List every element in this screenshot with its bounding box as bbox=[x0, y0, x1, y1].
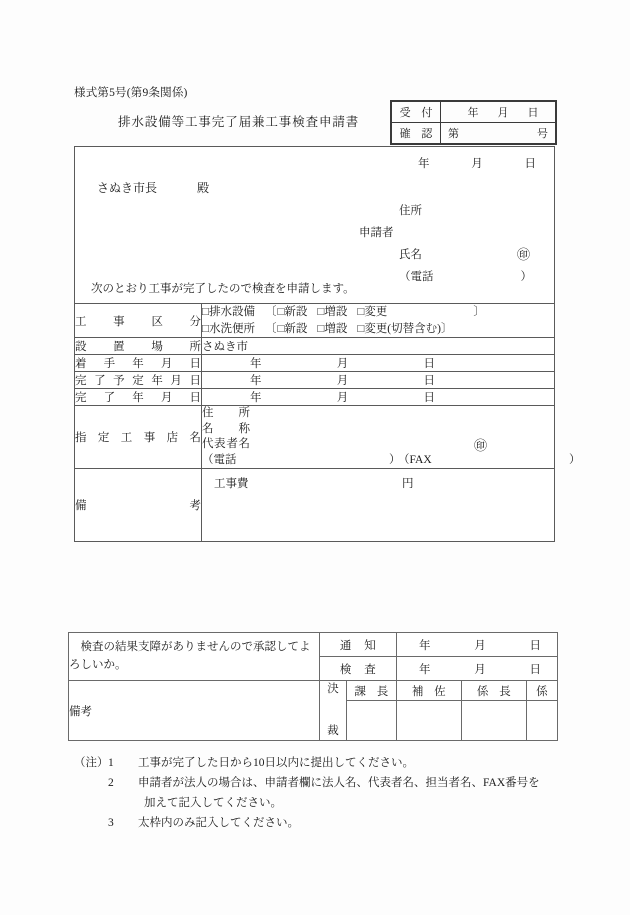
checkbox-drainage[interactable]: □ bbox=[202, 306, 209, 318]
work-type-options[interactable] bbox=[202, 304, 555, 338]
applicant-tel-row[interactable] bbox=[325, 265, 540, 287]
submission-day-label: 日 bbox=[524, 158, 536, 170]
contractor-seal-icon: ㊞ bbox=[474, 438, 488, 454]
submission-month-label: 月 bbox=[471, 158, 483, 170]
note-item-2 bbox=[74, 773, 594, 793]
label-drainage-change: 変更 bbox=[364, 306, 388, 318]
start-year-label: 年 bbox=[250, 358, 262, 371]
note-number-1: 1 bbox=[108, 757, 114, 769]
label-location-text: 設置場所 bbox=[75, 341, 201, 354]
submission-year-label: 年 bbox=[418, 158, 430, 170]
contractor-fax-label: （FAX bbox=[398, 453, 432, 466]
signature-header-kacho: 課 長 bbox=[347, 681, 397, 701]
receipt-number-suffix: 号 bbox=[537, 128, 548, 140]
signature-cell-hosa[interactable] bbox=[396, 701, 461, 741]
receipt-label-uketsuke: 受 付 bbox=[392, 102, 441, 123]
kessai-char-2: 裁 bbox=[327, 725, 339, 737]
receipt-number-field[interactable] bbox=[441, 123, 556, 144]
row-completion-date bbox=[75, 389, 555, 406]
inspection-date-field[interactable] bbox=[396, 657, 557, 681]
completion-date-field[interactable] bbox=[202, 389, 555, 406]
seal-icon: ㊞ bbox=[516, 246, 530, 262]
office-remarks-label: 備考 bbox=[69, 705, 92, 718]
receipt-box bbox=[390, 100, 557, 145]
label-start-date bbox=[75, 355, 202, 372]
planned-completion-field[interactable] bbox=[202, 372, 555, 389]
kessai-column bbox=[320, 681, 347, 741]
label-notice: 通 知 bbox=[320, 633, 397, 657]
start-day-label: 日 bbox=[423, 358, 435, 371]
receipt-month-label: 月 bbox=[497, 107, 509, 119]
applicant-label: 申請者 bbox=[359, 227, 394, 239]
label-toilet-extend: 増設 bbox=[324, 322, 348, 335]
label-toilet-new: 新設 bbox=[284, 322, 308, 335]
contractor-contact-row[interactable] bbox=[202, 453, 581, 469]
applicant-tel-close: ） bbox=[520, 271, 532, 283]
label-work-type bbox=[75, 304, 202, 338]
label-inspection: 検 査 bbox=[320, 657, 397, 681]
note-text-2-continuation: 加えて記入してください。 bbox=[144, 797, 282, 810]
signature-cell-kakaricho[interactable] bbox=[461, 701, 526, 741]
work-type-line-toilet[interactable] bbox=[202, 321, 554, 338]
contractor-representative-label: 代表者名 bbox=[202, 438, 250, 451]
checkbox-toilet[interactable]: □ bbox=[202, 322, 209, 335]
notice-date-field[interactable] bbox=[396, 633, 557, 657]
applicant-header-row bbox=[75, 147, 555, 304]
approval-question: 検査の結果支障がありませんので承認してよろしいか。 bbox=[69, 633, 320, 681]
note-text-3: 太枠内のみ記入してください。 bbox=[138, 817, 299, 830]
note-number-2: 2 bbox=[108, 777, 114, 790]
label-remarks-text: 備考 bbox=[75, 500, 201, 513]
label-remarks bbox=[75, 469, 202, 542]
notice-month-label: 月 bbox=[474, 639, 486, 652]
kessai-char-1: 決 bbox=[327, 682, 339, 695]
signature-header-kakari: 係 bbox=[526, 681, 557, 701]
applicant-block bbox=[325, 199, 540, 287]
office-remarks-field[interactable] bbox=[69, 681, 320, 741]
remarks-field[interactable] bbox=[202, 469, 555, 542]
notes-section bbox=[74, 753, 594, 834]
receipt-row-uketsuke bbox=[392, 102, 556, 123]
bracket-open-1: 〔 bbox=[264, 306, 277, 318]
completion-day-label: 日 bbox=[423, 392, 435, 405]
label-planned-completion-text: 完了予定年月日 bbox=[75, 375, 201, 388]
label-toilet: 水洗便所 bbox=[208, 322, 255, 335]
signature-header-hosa: 補 佐 bbox=[396, 681, 461, 701]
page-title: 排水設備等工事完了届兼工事検査申請書 bbox=[118, 115, 360, 129]
row-work-type bbox=[75, 304, 555, 338]
checkbox-drainage-extend[interactable]: □ bbox=[317, 306, 325, 318]
receipt-label-kakunin: 確 認 bbox=[392, 123, 441, 144]
mayor-title: さぬき市長 bbox=[97, 181, 158, 195]
start-date-field[interactable] bbox=[202, 355, 555, 372]
contractor-fax-close: ） bbox=[569, 453, 581, 466]
addressee-mayor bbox=[97, 179, 209, 196]
main-form-table bbox=[74, 146, 581, 542]
work-type-line-drainage[interactable] bbox=[202, 304, 554, 321]
cost-label: 工事費 bbox=[214, 478, 249, 491]
mayor-honorific: 殿 bbox=[197, 181, 210, 195]
signature-cell-kakari[interactable] bbox=[526, 701, 557, 741]
label-completion-date bbox=[75, 389, 202, 406]
note-number-3: 3 bbox=[108, 817, 114, 830]
applicant-address-label: 住所 bbox=[399, 205, 422, 217]
contractor-address-label: 住所 bbox=[202, 407, 250, 420]
checkbox-toilet-change[interactable]: □ bbox=[357, 322, 365, 335]
notes-marker: （注） bbox=[74, 757, 109, 769]
note-text-1: 工事が完了した日から10日以内に提出してください。 bbox=[138, 757, 414, 769]
signature-cell-kacho[interactable] bbox=[347, 701, 397, 741]
planned-year-label: 年 bbox=[250, 375, 262, 388]
applicant-tel-label: （電話 bbox=[399, 271, 434, 283]
row-remarks bbox=[75, 469, 555, 542]
contractor-company-label: 名称 bbox=[202, 422, 250, 435]
completion-year-label: 年 bbox=[250, 392, 262, 405]
cost-currency: 円 bbox=[402, 478, 414, 491]
submission-date-line[interactable] bbox=[418, 155, 536, 171]
inspection-month-label: 月 bbox=[474, 663, 486, 676]
applicant-address-row[interactable] bbox=[325, 199, 540, 221]
location-value[interactable]: さぬき市 bbox=[202, 338, 555, 355]
checkbox-drainage-change[interactable]: □ bbox=[357, 306, 365, 318]
label-start-date-text: 着手年月日 bbox=[75, 358, 201, 371]
label-work-type-text: 工事区分 bbox=[75, 315, 201, 328]
contractor-company-row[interactable] bbox=[202, 422, 554, 438]
receipt-day-label: 日 bbox=[527, 107, 539, 119]
signature-header-kakaricho: 係 長 bbox=[461, 681, 526, 701]
completion-month-label: 月 bbox=[336, 392, 349, 405]
label-drainage: 排水設備 bbox=[208, 306, 255, 318]
contractor-fields[interactable] bbox=[202, 406, 581, 469]
contractor-address-row[interactable] bbox=[202, 406, 554, 422]
start-month-label: 月 bbox=[336, 358, 349, 371]
applicant-label-row bbox=[325, 221, 540, 243]
note-item-1 bbox=[74, 753, 594, 773]
notice-year-label: 年 bbox=[419, 639, 431, 652]
checkbox-toilet-extend[interactable]: □ bbox=[317, 322, 325, 335]
row-contractor bbox=[75, 406, 555, 469]
bracket-close-2: 〕 bbox=[440, 322, 453, 335]
label-planned-completion bbox=[75, 372, 202, 389]
label-location bbox=[75, 338, 202, 355]
applicant-name-row[interactable] bbox=[325, 243, 540, 265]
bracket-open-2: 〔 bbox=[264, 322, 277, 335]
applicant-name-label: 氏名 bbox=[399, 249, 422, 261]
application-statement: 次のとおり工事が完了したので検査を申請します。 bbox=[91, 283, 355, 295]
office-use-table bbox=[68, 632, 558, 741]
label-drainage-extend: 増設 bbox=[324, 306, 348, 318]
label-toilet-change: 変更(切替含む) bbox=[364, 322, 441, 335]
receipt-year-label: 年 bbox=[467, 107, 479, 119]
planned-day-label: 日 bbox=[423, 375, 435, 388]
checkbox-drainage-new[interactable]: □ bbox=[277, 306, 285, 318]
label-drainage-new: 新設 bbox=[284, 306, 308, 318]
contractor-representative-row[interactable] bbox=[202, 437, 554, 453]
checkbox-toilet-new[interactable]: □ bbox=[277, 322, 285, 335]
note-item-3 bbox=[74, 813, 594, 833]
row-location bbox=[75, 338, 555, 355]
receipt-row-kakunin bbox=[392, 123, 556, 144]
label-contractor bbox=[75, 406, 202, 469]
contractor-tel-label: （電話 bbox=[202, 453, 237, 466]
bracket-close-1: 〕 bbox=[473, 306, 485, 318]
label-completion-date-text: 完了年月日 bbox=[75, 392, 201, 405]
row-approval-heads bbox=[69, 681, 558, 701]
note-text-2: 申請者が法人の場合は、申請者欄に法人名、代表者名、担当者名、FAX番号を bbox=[138, 777, 540, 790]
row-start-date bbox=[75, 355, 555, 372]
inspection-year-label: 年 bbox=[419, 663, 431, 676]
inspection-day-label: 日 bbox=[529, 663, 541, 676]
row-notice bbox=[69, 633, 558, 657]
label-contractor-text: 指定工事店名 bbox=[75, 432, 201, 445]
contractor-tel-close: ） bbox=[389, 453, 401, 466]
applicant-header-cell bbox=[75, 147, 555, 304]
planned-month-label: 月 bbox=[336, 375, 349, 388]
receipt-number-prefix: 第 bbox=[448, 128, 459, 140]
notice-day-label: 日 bbox=[529, 639, 541, 652]
receipt-date-field[interactable] bbox=[441, 102, 556, 123]
form-number: 様式第5号(第9条関係) bbox=[74, 87, 188, 99]
row-planned-completion bbox=[75, 372, 555, 389]
